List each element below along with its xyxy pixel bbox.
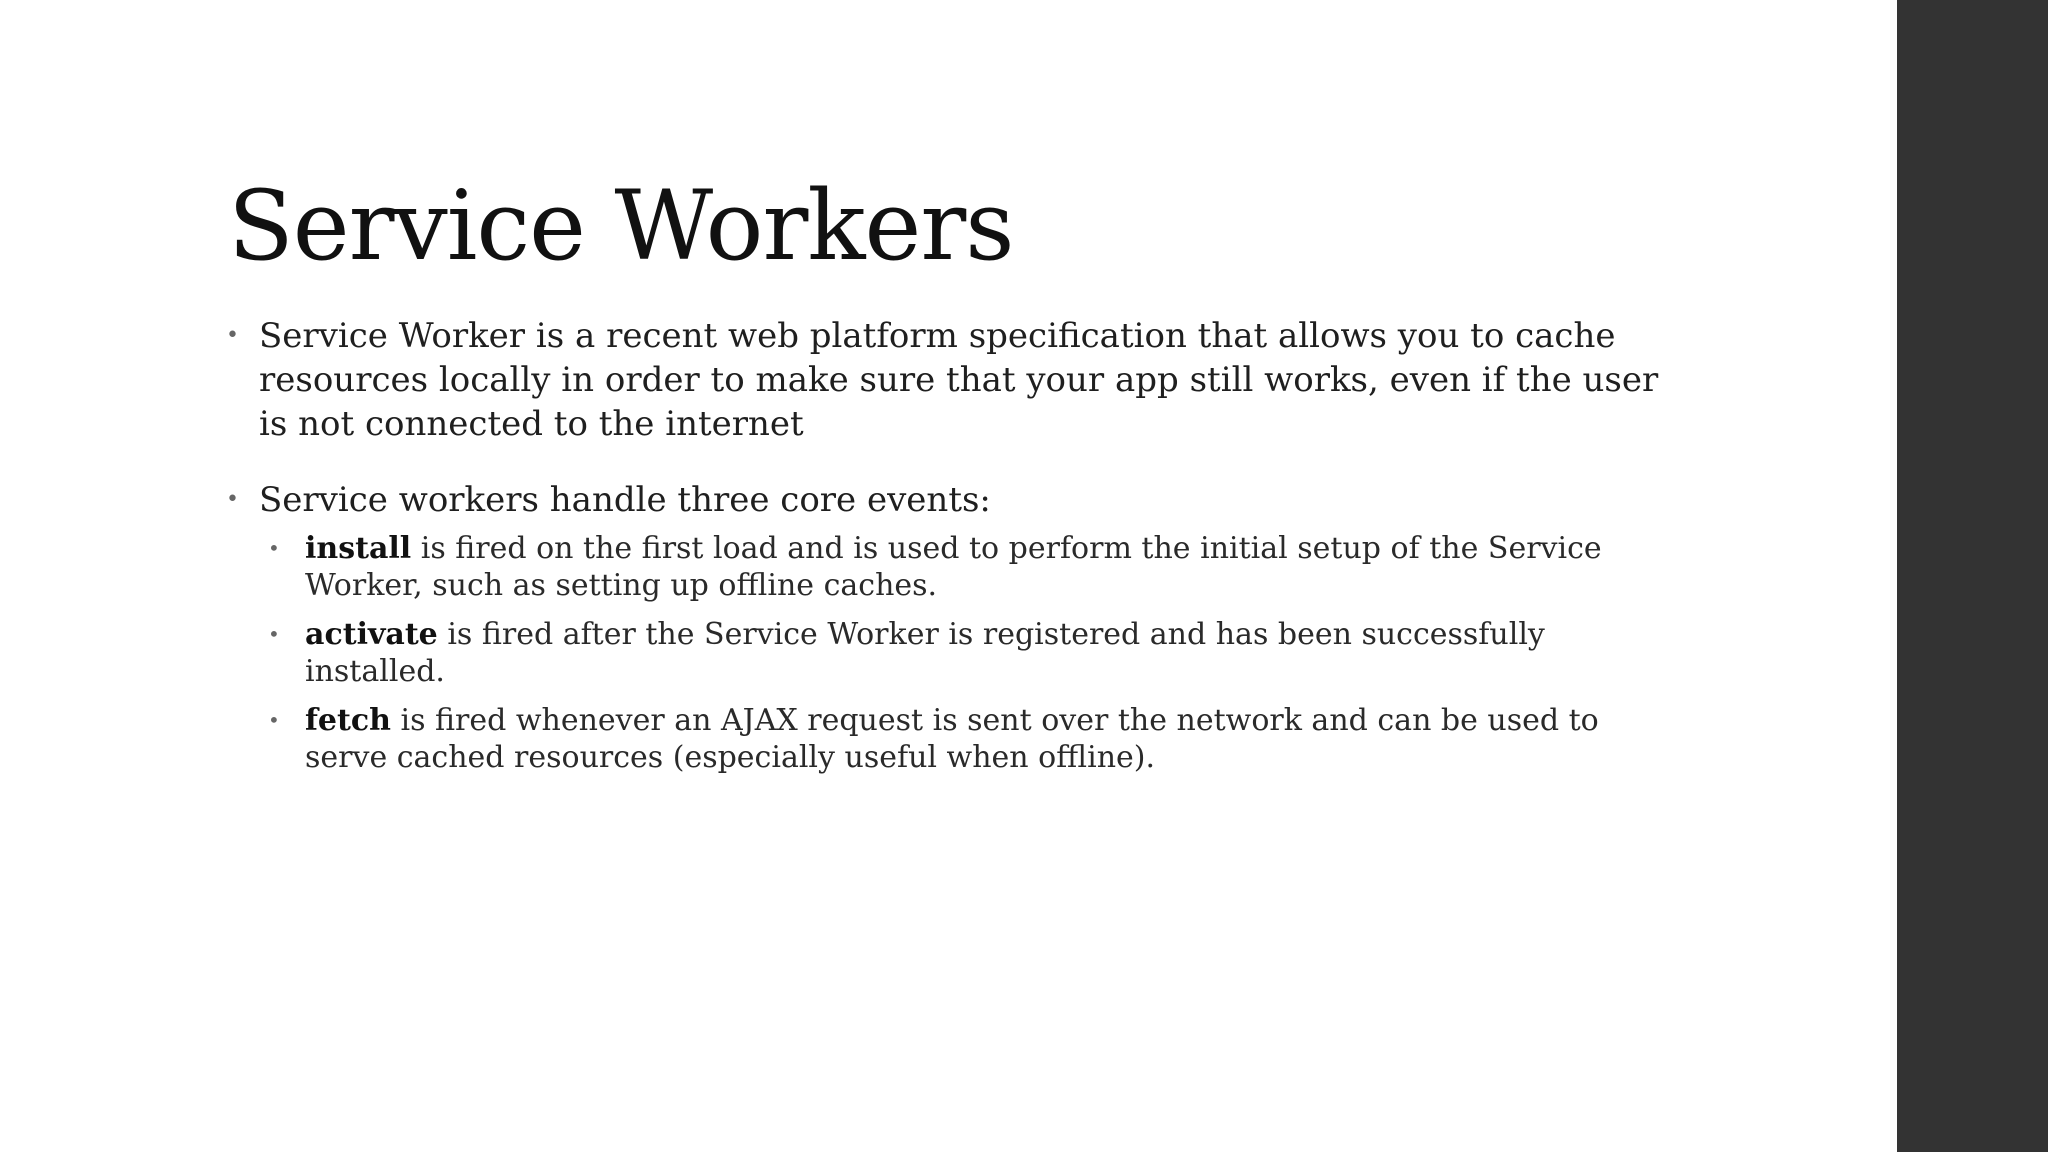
sub-bullet-list bbox=[259, 530, 1672, 776]
bullet-dot-icon: • bbox=[268, 708, 280, 732]
event-term: fetch bbox=[305, 703, 391, 738]
event-term: install bbox=[305, 531, 412, 566]
bullet-dot-icon: • bbox=[226, 323, 239, 348]
bullet-dot-icon: • bbox=[226, 487, 239, 512]
slide-title: Service Workers bbox=[228, 170, 1014, 282]
bullet-text: Service Worker is a recent web platform specification that allows you to cache resources locally in order to make sure that your app still works, even if the user is not connected to the internet bbox=[259, 316, 1659, 444]
sub-bullet-item bbox=[268, 702, 1672, 776]
bullet-dot-icon: • bbox=[268, 622, 280, 646]
sub-bullet-text: is fired after the Service Worker is registered and has been successfully installed. bbox=[305, 617, 1545, 689]
side-accent-bar bbox=[1897, 0, 2048, 1152]
bullet-item bbox=[222, 314, 1672, 446]
bullet-dot-icon: • bbox=[268, 536, 280, 560]
bullet-text: Service workers handle three core events: bbox=[259, 480, 991, 520]
sub-bullet-item bbox=[268, 530, 1672, 604]
sub-bullet-text: is fired whenever an AJAX request is sent over the network and can be used to serve cached resources (especially useful when offline). bbox=[305, 703, 1599, 775]
slide-body bbox=[222, 314, 1672, 788]
event-term: activate bbox=[305, 617, 438, 652]
bullet-list bbox=[222, 314, 1672, 776]
sub-bullet-item bbox=[268, 616, 1672, 690]
bullet-item bbox=[222, 478, 1672, 776]
sub-bullet-text: is fired on the first load and is used to perform the initial setup of the Service Worker, such as setting up offline caches. bbox=[305, 531, 1602, 603]
